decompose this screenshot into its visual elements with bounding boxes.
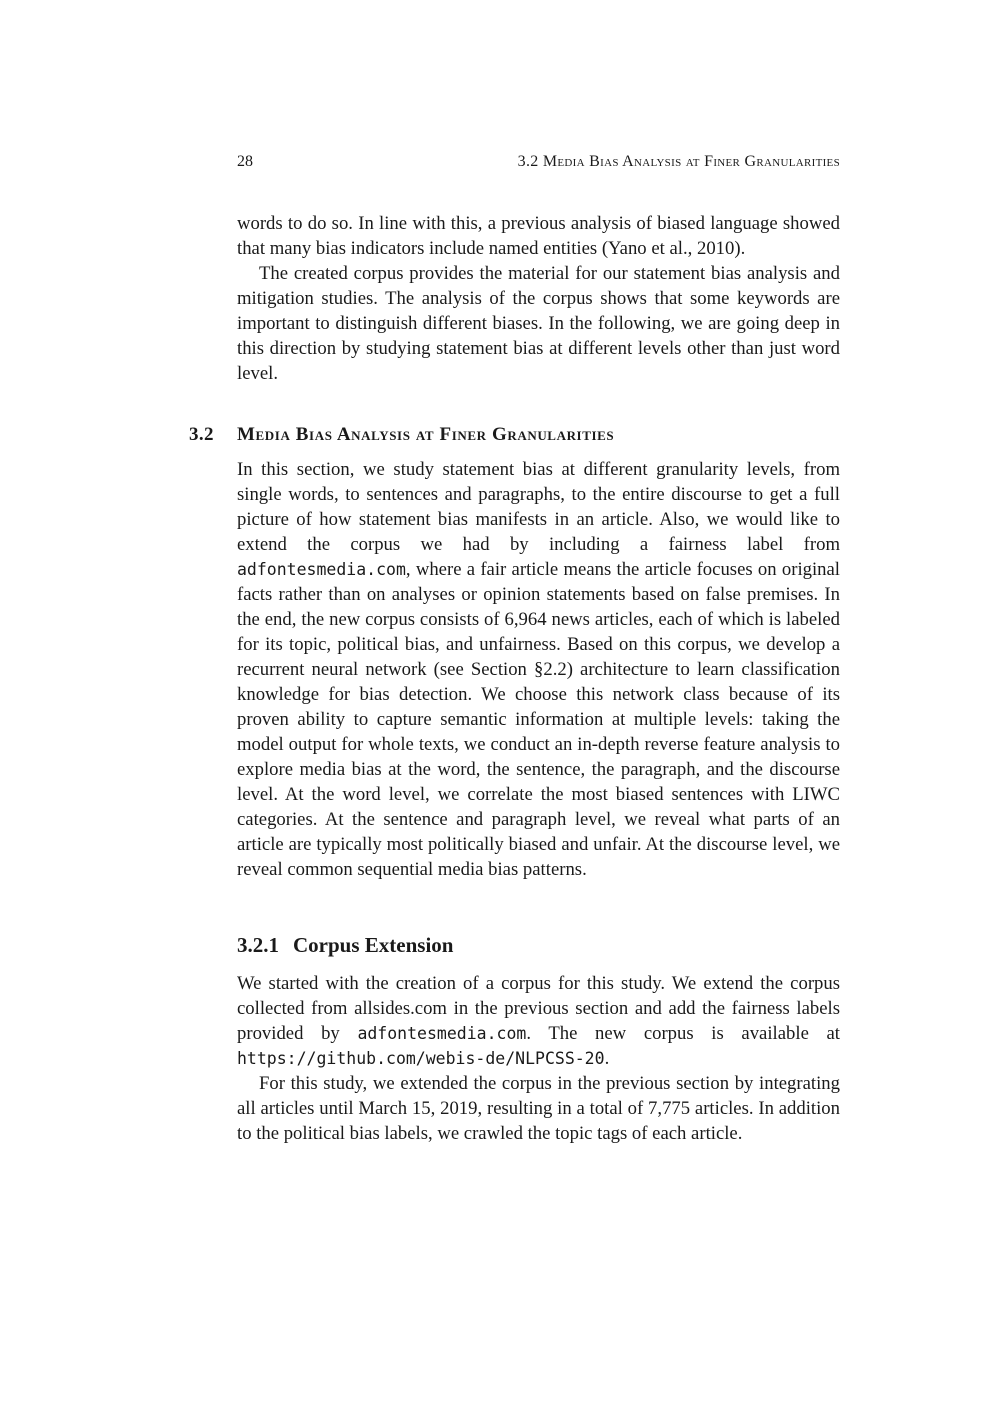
- subsection-text-part2: . The new corpus is available at: [526, 1023, 840, 1044]
- subsection-paragraph-2: For this study, we extended the corpus in the previous section by integrating all articles until March 15, 2019, resulting in a total of 7,775 articles. In addition to the political bias labels, we crawled the topic tags of each article.: [237, 1073, 840, 1144]
- section-paragraph: [237, 457, 840, 882]
- subsection-paragraph-1: [237, 971, 840, 1071]
- section-text-part1: In this section, we study statement bias at different granularity levels, from single words, to sentences and paragraphs, to the entire discourse to get a full picture of how statement bias manifests in an article. Also, we would like to extend the corpus we had by including a fairness label from: [237, 459, 840, 555]
- intro-paragraph-continued: words to do so. In line with this, a previous analysis of biased language showed that many bias indicators include named entities (Yano et al., 2010).: [237, 213, 840, 259]
- page-number: 28: [237, 153, 253, 170]
- section-title: Media Bias Analysis at Finer Granularities: [237, 424, 615, 445]
- section-number: 3.2: [189, 424, 214, 445]
- github-url: https://github.com/webis-de/NLPCSS-20: [237, 1049, 605, 1068]
- intro-paragraph: The created corpus provides the material for our statement bias analysis and mitigation studies. The analysis of the corpus shows that some keywords are important to distinguish different biases. In the following, we are going deep in this direction by studying statement bias at different levels other than just word level.: [237, 263, 840, 384]
- subsection-number: 3.2.1: [237, 933, 279, 957]
- subsection-text-part1: We started with the creation of a corpus for this study. We extend the corpus collected from allsides.com in the previous section and add the fairness labels provided by: [237, 973, 840, 1044]
- subsection-heading: [237, 933, 453, 958]
- intro-text: [237, 211, 840, 386]
- subsection-title: Corpus Extension: [293, 933, 454, 957]
- subsection-body: [237, 971, 840, 1146]
- page-header: [237, 153, 840, 181]
- section-text-part2: , where a fair article means the article focuses on original facts rather than on analyses or opinion statements based on false premises. In the end, the new corpus consists of 6,964 news articles, each of which is labeled for its topic, political bias, and unfairness. Based on this corpus, we develop a recurrent neural network (see Section §2.2) architecture to learn classification knowledge for bias detection. We choose this network class because of its proven ability to capture semantic information at multiple levels: taking the model output for whole texts, we conduct an in-depth reverse feature analysis to explore media bias at the word, the sentence, the paragraph, and the discourse level. At the word level, we correlate the most biased sentences with LIWC categories. At the sentence and paragraph level, we reveal what parts of an article are typically most politically biased and unfair. At the discourse level, we reveal common sequential media bias patterns.: [237, 559, 840, 880]
- running-head: 3.2 Media Bias Analysis at Finer Granularities: [517, 153, 840, 170]
- section-body: [237, 457, 840, 882]
- adfontesmedia-code: adfontesmedia.com: [357, 1024, 527, 1043]
- adfontesmedia-code: adfontesmedia.com: [237, 560, 406, 579]
- subsection-text-part3: .: [604, 1048, 610, 1069]
